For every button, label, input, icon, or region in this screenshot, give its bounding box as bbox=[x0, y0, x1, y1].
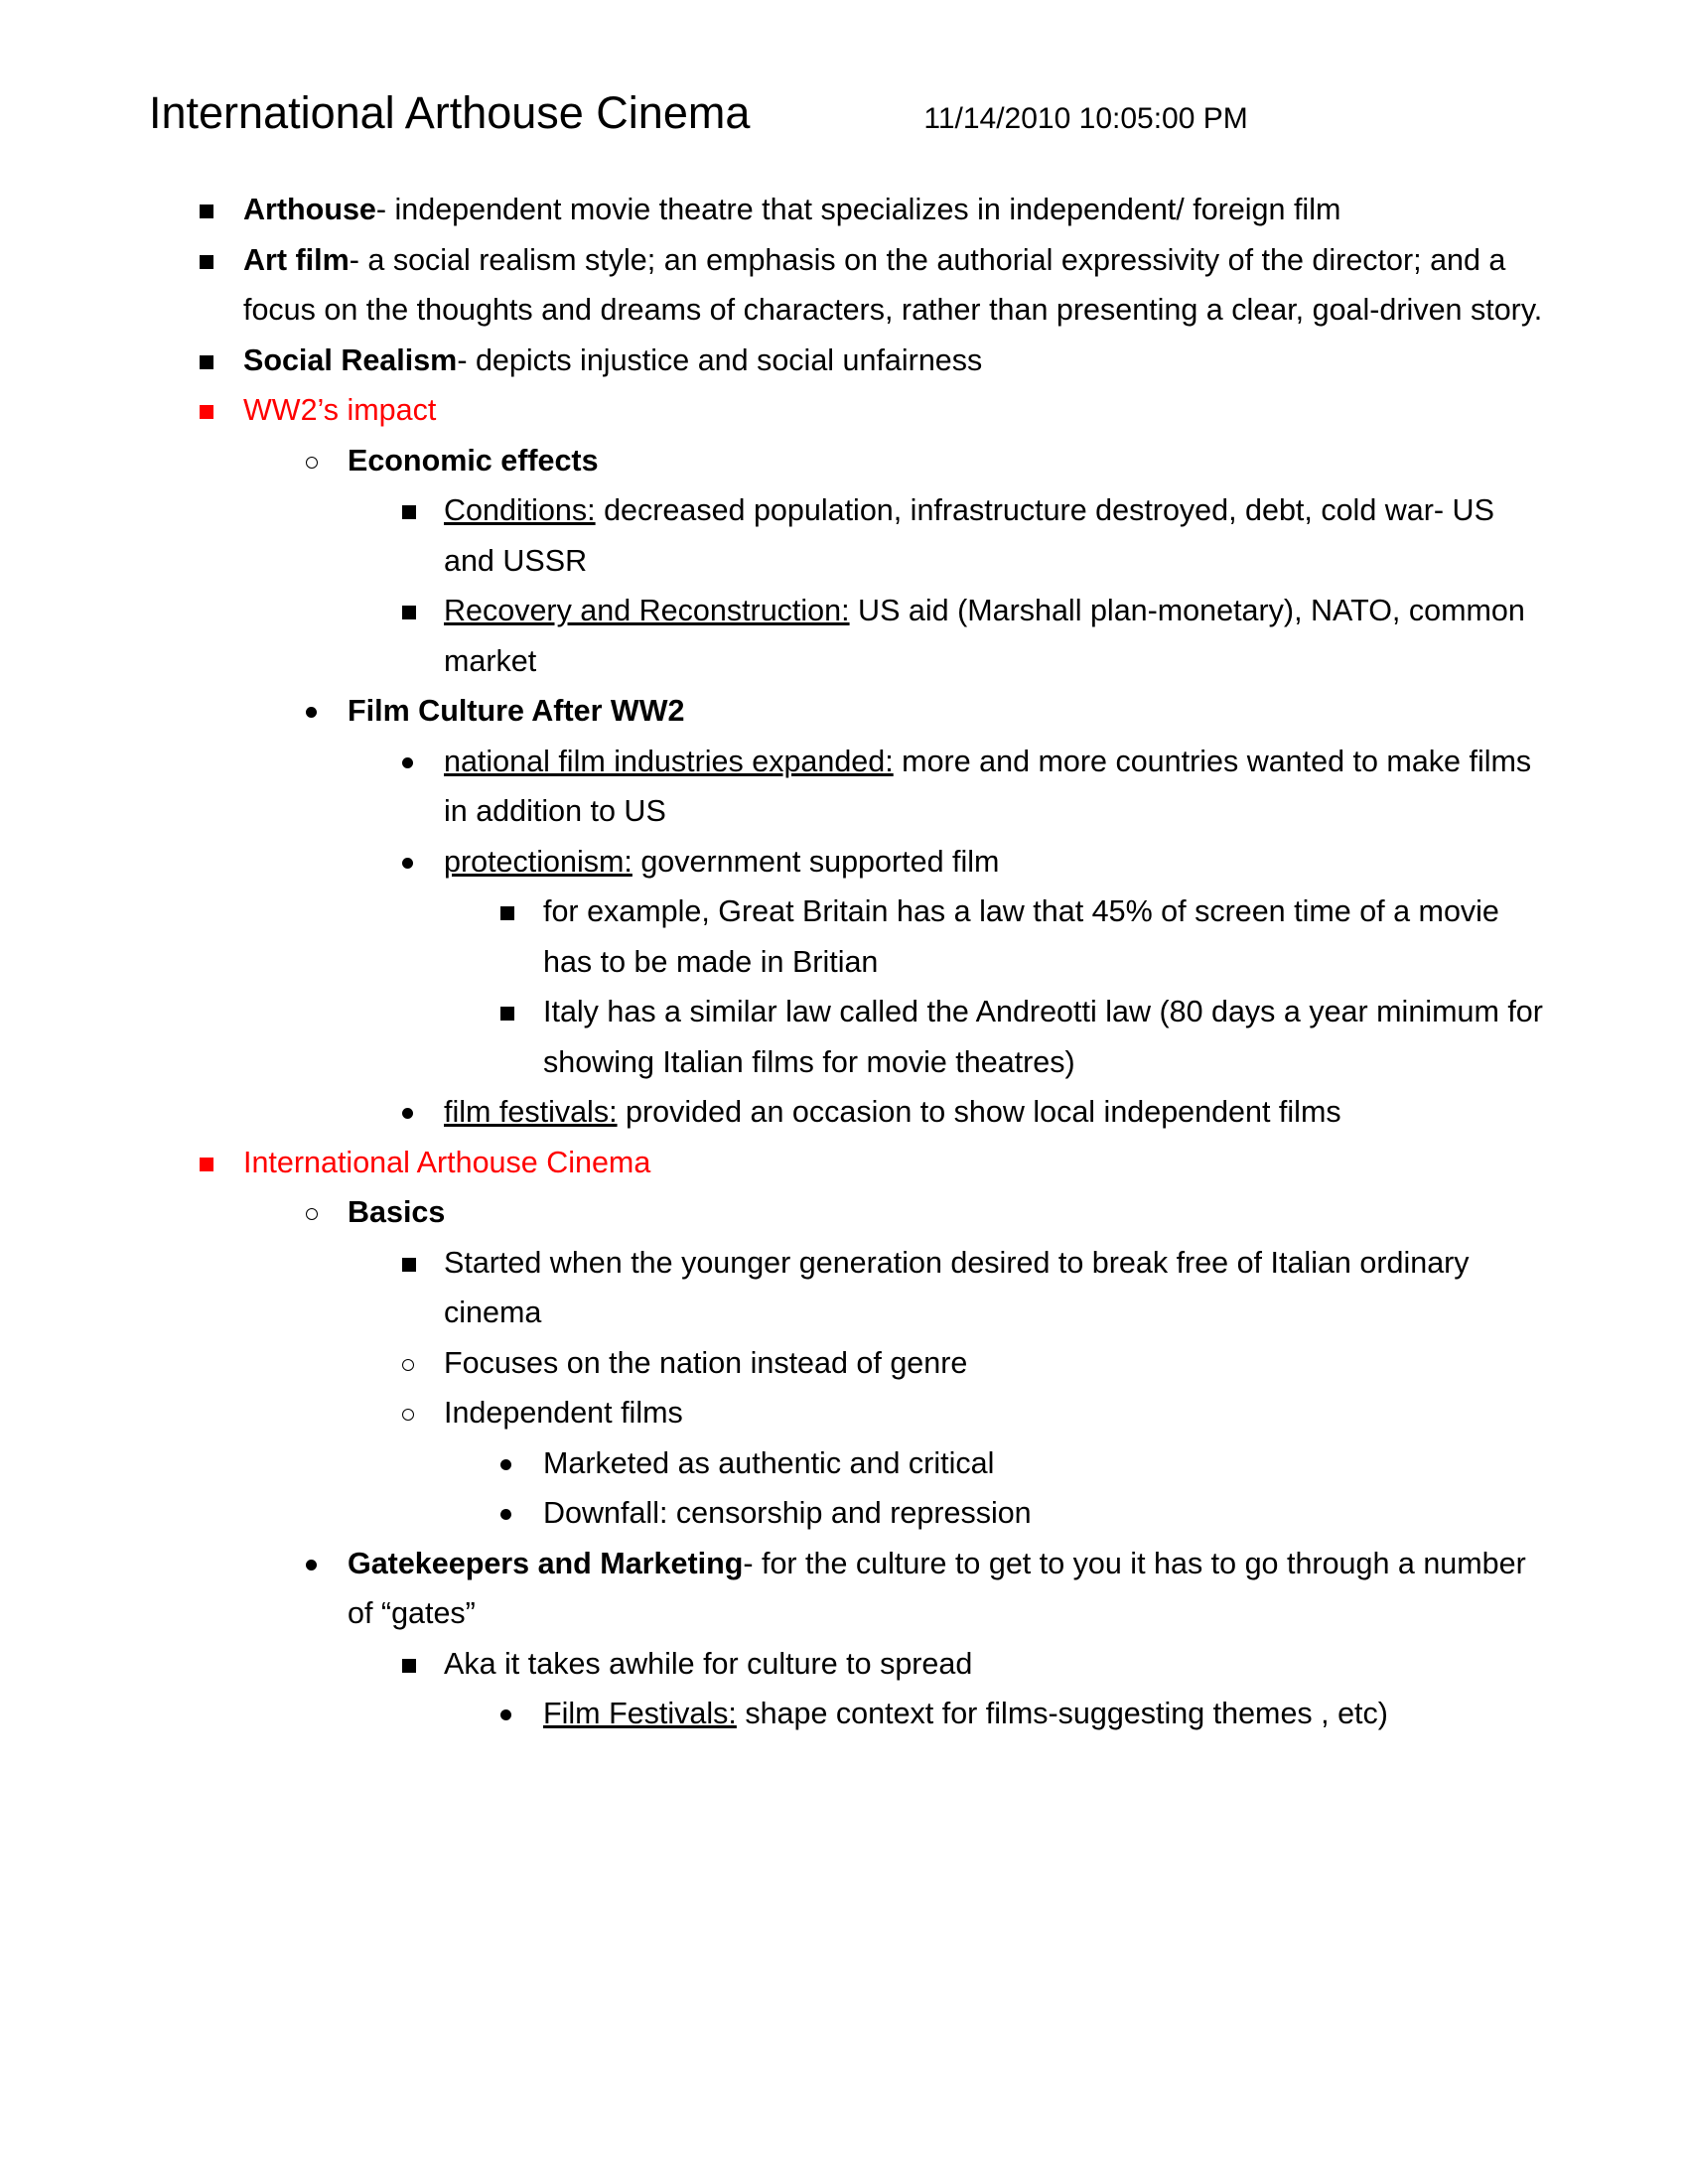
outline-item-lead: Film Festivals: bbox=[543, 1697, 737, 1730]
outline-item-lead: Art film bbox=[243, 242, 350, 277]
square-bullet-icon bbox=[200, 355, 213, 369]
outline-item-text bbox=[444, 837, 1549, 887]
outline-item bbox=[0, 185, 1688, 235]
outline-item bbox=[0, 336, 1688, 386]
outline-item-body: Focuses on the nation instead of genre bbox=[444, 1345, 968, 1380]
square-bullet-icon bbox=[500, 1007, 514, 1021]
outline-item bbox=[0, 887, 1688, 987]
outline-item-lead: International Arthouse Cinema bbox=[243, 1145, 651, 1179]
outline-item-text bbox=[243, 336, 1549, 386]
round-bullet-icon bbox=[500, 1509, 511, 1520]
hollow-circle-bullet-icon bbox=[402, 1409, 414, 1421]
square-bullet-icon bbox=[402, 606, 416, 619]
outline-item bbox=[0, 737, 1688, 837]
outline-item-text bbox=[243, 1138, 1549, 1188]
square-bullet-icon bbox=[402, 1659, 416, 1673]
outline-item-body: - a social realism style; an emphasis on the authorial expressivity of the director; and a focus on the thoughts and dreams of characters, rather than presenting a clear, goal-driven story. bbox=[243, 242, 1543, 327]
outline-item-body: - independent movie theatre that specializes in independent/ foreign film bbox=[375, 193, 1341, 226]
square-bullet-icon bbox=[200, 205, 213, 218]
outline-item-lead: Recovery and Reconstruction: bbox=[444, 594, 850, 627]
round-bullet-icon bbox=[306, 1560, 317, 1570]
round-bullet-icon bbox=[402, 858, 413, 869]
outline-item-body: more and more countries wanted to make films in addition to US bbox=[444, 744, 1532, 828]
outline-item-lead: Film Culture After WW2 bbox=[348, 694, 685, 728]
outline-item-lead: Arthouse bbox=[243, 193, 376, 226]
document-header bbox=[149, 87, 1559, 145]
outline-item bbox=[0, 485, 1688, 586]
outline-item-lead: protectionism: bbox=[444, 844, 633, 879]
outline-item-lead: national film industries expanded: bbox=[444, 744, 894, 778]
outline-item bbox=[0, 1639, 1688, 1690]
outline-item-text bbox=[543, 887, 1549, 987]
outline-item-text bbox=[348, 1187, 1549, 1238]
outline-item-text bbox=[444, 1639, 1549, 1690]
round-bullet-icon bbox=[500, 1459, 511, 1470]
outline-item bbox=[0, 1138, 1688, 1188]
outline-item-text bbox=[444, 737, 1549, 837]
outline-item bbox=[0, 235, 1688, 336]
outline-item bbox=[0, 987, 1688, 1087]
outline-item-text bbox=[444, 1087, 1549, 1138]
outline-item bbox=[0, 1488, 1688, 1539]
outline-item-lead: Economic effects bbox=[348, 443, 599, 478]
outline-item-body: decreased population, infrastructure destroyed, debt, cold war- US and USSR bbox=[444, 493, 1494, 578]
outline-item-body: provided an occasion to show local independent films bbox=[617, 1095, 1341, 1129]
round-bullet-icon bbox=[500, 1709, 511, 1720]
outline-item-body: Aka it takes awhile for culture to spread bbox=[444, 1646, 973, 1681]
outline-item-lead: film festivals: bbox=[444, 1095, 618, 1129]
outline-item-body: Independent films bbox=[444, 1396, 683, 1430]
square-bullet-icon bbox=[200, 1158, 213, 1171]
outline-item-text bbox=[444, 586, 1549, 686]
outline-item-lead: Gatekeepers and Marketing bbox=[348, 1546, 744, 1580]
outline-item-body: - depicts injustice and social unfairness bbox=[457, 342, 983, 377]
outline-item bbox=[0, 1238, 1688, 1338]
outline-item-text bbox=[543, 1438, 1549, 1489]
square-bullet-icon bbox=[200, 405, 213, 419]
square-bullet-icon bbox=[200, 255, 213, 269]
outline-item bbox=[0, 1539, 1688, 1639]
outline-item-body: - for the culture to get to you it has to go through a number of “gates” bbox=[348, 1546, 1526, 1630]
outline-item-body: Marketed as authentic and critical bbox=[543, 1445, 995, 1480]
round-bullet-icon bbox=[402, 757, 413, 768]
outline-item-text bbox=[243, 385, 1549, 436]
square-bullet-icon bbox=[402, 1258, 416, 1272]
outline-item-text bbox=[348, 436, 1549, 486]
outline-item-text bbox=[348, 686, 1549, 737]
square-bullet-icon bbox=[402, 505, 416, 519]
outline-item bbox=[0, 586, 1688, 686]
outline-item-text bbox=[243, 235, 1549, 336]
outline-item bbox=[0, 837, 1688, 887]
square-bullet-icon bbox=[500, 906, 514, 920]
outline-item bbox=[0, 1338, 1688, 1389]
page-title: International Arthouse Cinema bbox=[149, 87, 751, 138]
outline-item bbox=[0, 1438, 1688, 1489]
outline-item-lead: Conditions: bbox=[444, 493, 596, 527]
outline-item-lead: Basics bbox=[348, 1195, 446, 1229]
round-bullet-icon bbox=[306, 707, 317, 718]
outline-item-body: US aid (Marshall plan-monetary), NATO, common market bbox=[444, 594, 1525, 678]
outline-item bbox=[0, 436, 1688, 486]
hollow-circle-bullet-icon bbox=[306, 457, 318, 469]
document-timestamp: 11/14/2010 10:05:00 PM bbox=[923, 102, 1248, 135]
outline-item bbox=[0, 1689, 1688, 1739]
outline-item-text bbox=[243, 185, 1549, 235]
outline-item-lead: Social Realism bbox=[243, 342, 458, 377]
outline-item-text bbox=[444, 1238, 1549, 1338]
outline-item bbox=[0, 1087, 1688, 1138]
outline-item-text bbox=[444, 1388, 1549, 1438]
outline-item bbox=[0, 1187, 1688, 1238]
outline-item-body: government supported film bbox=[632, 844, 1000, 879]
outline-item-lead: WW2’s impact bbox=[243, 393, 437, 427]
outline-item-text bbox=[543, 1488, 1549, 1539]
outline-list bbox=[0, 185, 1688, 1739]
outline-item-body: for example, Great Britain has a law that 45% of screen time of a movie has to be made in Britian bbox=[543, 894, 1499, 979]
outline-item-body: Italy has a similar law called the Andreotti law (80 days a year minimum for showing Italian films for movie theatres) bbox=[543, 995, 1543, 1079]
outline-item-text bbox=[444, 485, 1549, 586]
outline-item bbox=[0, 686, 1688, 737]
round-bullet-icon bbox=[402, 1108, 413, 1119]
hollow-circle-bullet-icon bbox=[402, 1359, 414, 1371]
outline-item-body: Downfall: censorship and repression bbox=[543, 1496, 1032, 1530]
hollow-circle-bullet-icon bbox=[306, 1208, 318, 1220]
outline-item-text bbox=[543, 1689, 1549, 1739]
outline-item-text bbox=[348, 1539, 1549, 1639]
outline-item bbox=[0, 385, 1688, 436]
outline-item-text bbox=[444, 1338, 1549, 1389]
outline-item-text bbox=[543, 987, 1549, 1087]
outline-item bbox=[0, 1388, 1688, 1438]
outline-item-body: shape context for films-suggesting themes , etc) bbox=[736, 1697, 1388, 1730]
outline-item-body: Started when the younger generation desired to break free of Italian ordinary cinema bbox=[444, 1245, 1470, 1329]
